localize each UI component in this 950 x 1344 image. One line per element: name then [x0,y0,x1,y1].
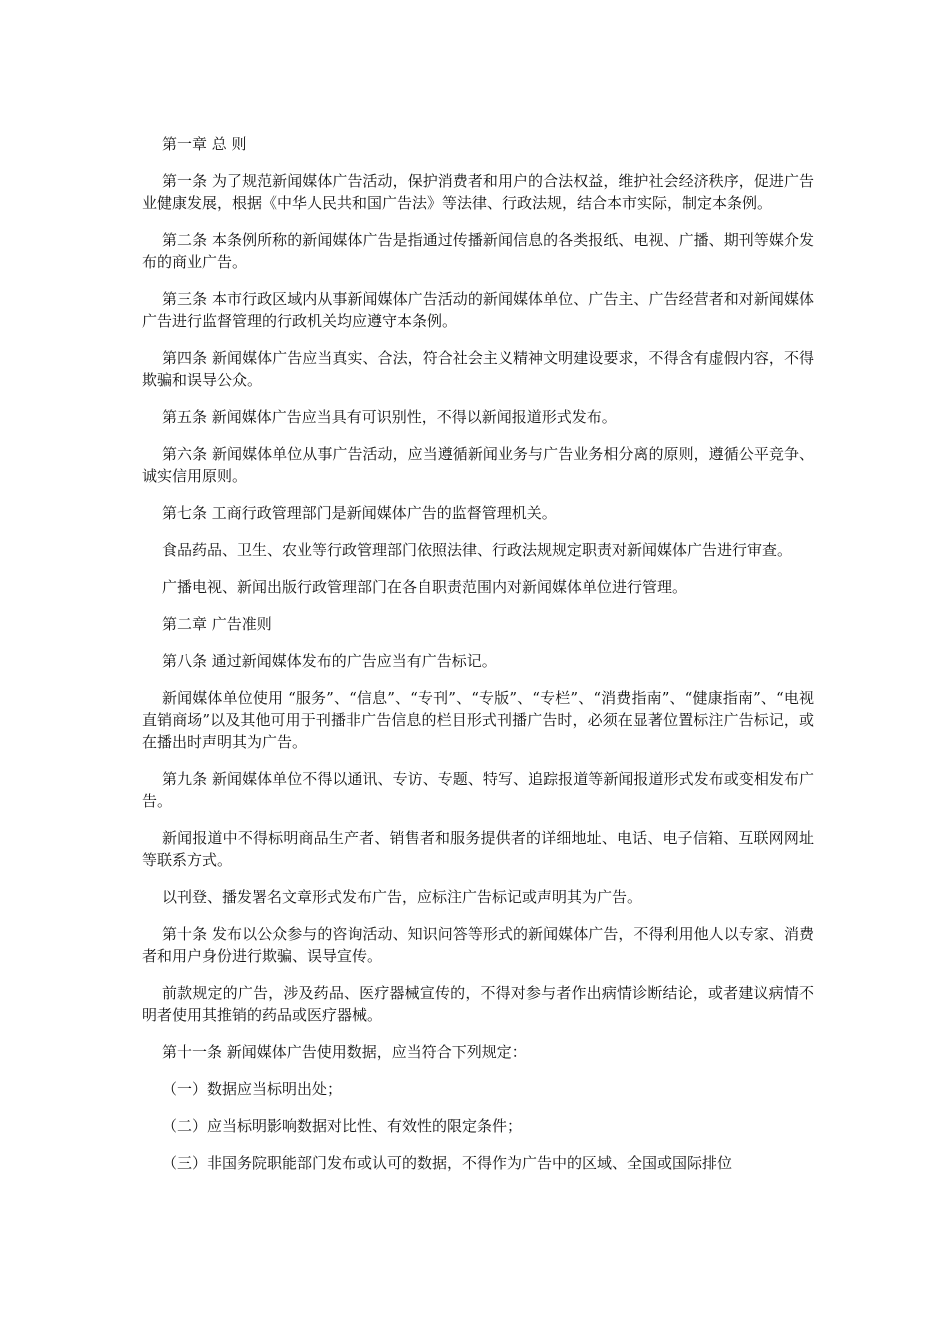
article-paragraph: 第二条 本条例所称的新闻媒体广告是指通过传播新闻信息的各类报纸、电视、广播、期刊等媒介发布的商业广告。 [142,231,814,271]
article-paragraph: 前款规定的广告，涉及药品、医疗器械宣传的，不得对参与者作出病情诊断结论，或者建议病情不明者使用其推销的药品或医疗器械。 [142,984,814,1024]
article-paragraph: 第八条 通过新闻媒体发布的广告应当有广告标记。 [162,652,497,670]
article-paragraph: 第三条 本市行政区域内从事新闻媒体广告活动的新闻媒体单位、广告主、广告经营者和对新闻媒体广告进行监督管理的行政机关均应遵守本条例。 [142,290,814,330]
article-paragraph: 第一条 为了规范新闻媒体广告活动，保护消费者和用户的合法权益，维护社会经济秩序，促进广告业健康发展，根据《中华人民共和国广告法》等法律、行政法规，结合本市实际，制定本条例。 [142,172,814,212]
list-item: （二）应当标明影响数据对比性、有效性的限定条件； [162,1117,523,1135]
chapter-heading: 第二章 广告准则 [162,615,272,633]
article-paragraph: 广播电视、新闻出版行政管理部门在各自职责范围内对新闻媒体单位进行管理。 [162,578,688,596]
article-paragraph: 第十一条 新闻媒体广告使用数据，应当符合下列规定： [162,1043,527,1061]
document-body [142,133,814,1189]
list-item: （三）非国务院职能部门发布或认可的数据，不得作为广告中的区域、全国或国际排位 [162,1154,733,1172]
article-paragraph: 食品药品、卫生、农业等行政管理部门依照法律、行政法规规定职责对新闻媒体广告进行审查。 [162,541,793,559]
article-paragraph: 第七条 工商行政管理部门是新闻媒体广告的监督管理机关。 [162,504,557,522]
list-item: （一）数据应当标明出处； [162,1080,343,1098]
article-paragraph: 第四条 新闻媒体广告应当真实、合法，符合社会主义精神文明建设要求，不得含有虚假内容，不得欺骗和误导公众。 [142,349,814,389]
article-paragraph: 新闻媒体单位使用 “服务”、“信息”、“专刊”、“专版”、“专栏”、“消费指南”、“健康指南”、“电视直销商场”以及其他可用于刊播非广告信息的栏目形式刊播广告时，必须在显著位置标注广告标记，或在播出时声明其为广告。 [142,689,814,751]
article-paragraph: 以刊登、播发署名文章形式发布广告，应标注广告标记或声明其为广告。 [162,888,643,906]
article-paragraph: 第九条 新闻媒体单位不得以通讯、专访、专题、特写、追踪报道等新闻报道形式发布或变相发布广告。 [142,770,814,810]
chapter-heading: 第一章 总 则 [162,135,247,153]
article-paragraph: 第六条 新闻媒体单位从事广告活动，应当遵循新闻业务与广告业务相分离的原则，遵循公平竞争、诚实信用原则。 [142,445,814,485]
article-paragraph: 第十条 发布以公众参与的咨询活动、知识问答等形式的新闻媒体广告，不得利用他人以专家、消费者和用户身份进行欺骗、误导宣传。 [142,925,814,965]
article-paragraph: 第五条 新闻媒体广告应当具有可识别性，不得以新闻报道形式发布。 [162,408,617,426]
article-paragraph: 新闻报道中不得标明商品生产者、销售者和服务提供者的详细地址、电话、电子信箱、互联网网址等联系方式。 [142,829,814,869]
